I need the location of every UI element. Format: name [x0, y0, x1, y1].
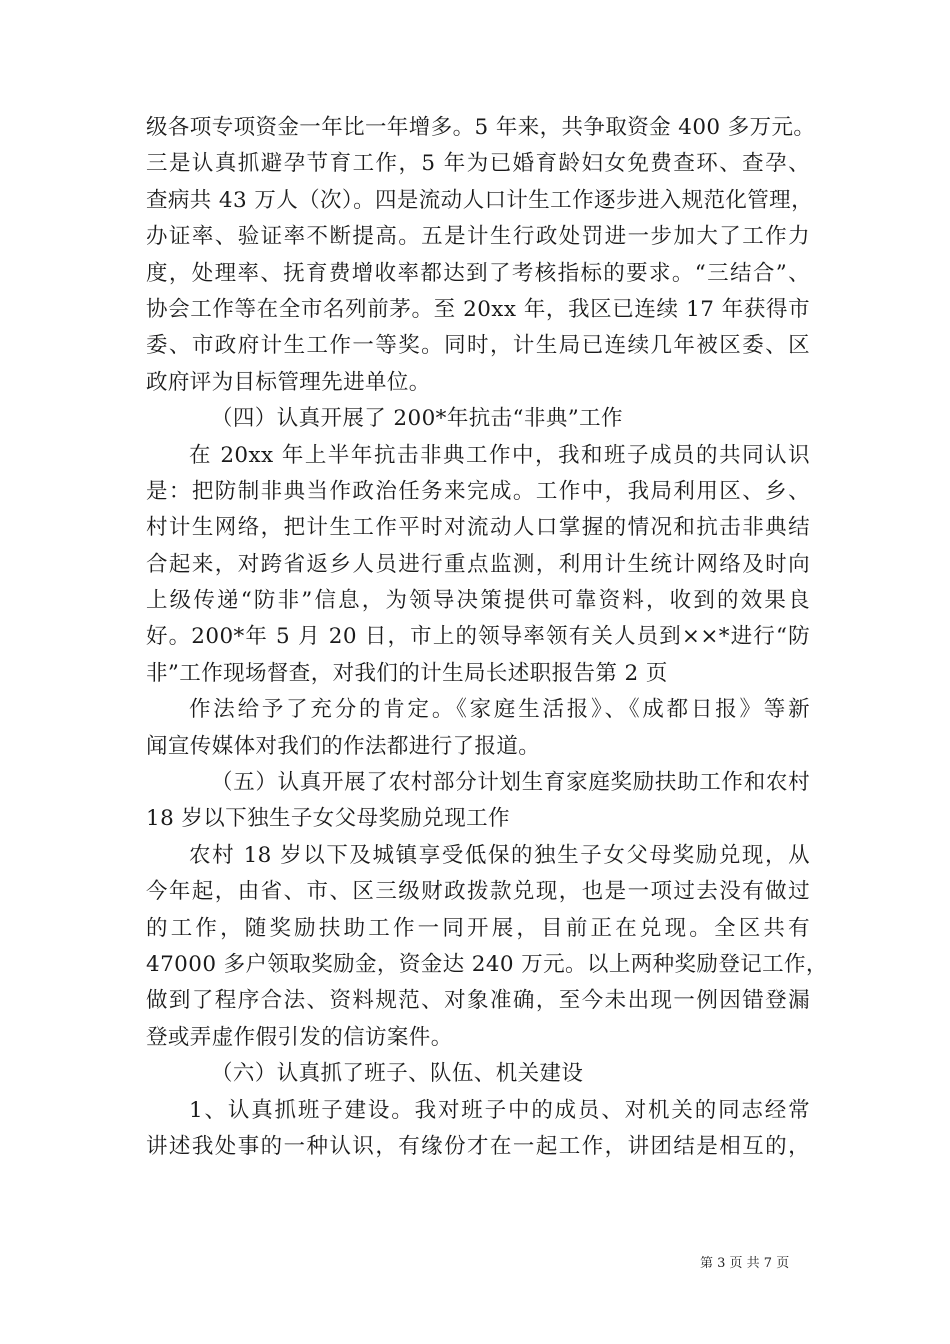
text-line: 做到了程序合法、资料规范、对象准确，至今未出现一例因错登漏: [146, 988, 810, 1014]
text-line: 查病共 43 万人（次）。四是流动人口计生工作逐步进入规范化管理，: [146, 187, 813, 213]
section-heading-continued: 18 岁以下独生子女父母奖励兑现工作: [146, 806, 510, 832]
text-line: 在 20xx 年上半年抗击非典工作中，我和班子成员的共同认识: [189, 442, 810, 468]
text-line: 讲述我处事的一种认识，有缘份才在一起工作，讲团结是相互的，: [146, 1133, 810, 1159]
text-line: 政府评为目标管理先进单位。: [146, 369, 431, 395]
text-line: 作法给予了充分的肯定。《家庭生活报》、《成都日报》等新: [189, 697, 810, 723]
text-line: 闻宣传媒体对我们的作法都进行了报道。: [146, 733, 541, 759]
page-indicator: 第 3 页 共 7 页: [700, 1256, 790, 1271]
text-line: 的工作，随奖励扶助工作一同开展，目前正在兑现。全区共有: [146, 915, 810, 941]
section-heading: （四）认真开展了 200*年抗击“非典”工作: [211, 406, 623, 432]
text-line: 村计生网络，把计生工作平时对流动人口掌握的情况和抗击非典结: [146, 515, 810, 541]
text-line: 级各项专项资金一年比一年增多。5 年来，共争取资金 400 多万元。: [146, 115, 816, 140]
text-line: 办证率、验证率不断提高。五是计生行政处罚进一步加大了工作力: [146, 224, 810, 250]
text-line: 登或弄虚作假引发的信访案件。: [146, 1024, 453, 1050]
text-line: 上级传递“防非”信息，为领导决策提供可靠资料，收到的效果良: [146, 588, 810, 614]
text-line: 合起来，对跨省返乡人员进行重点监测，利用计生统计网络及时向: [146, 551, 810, 577]
text-line: 今年起，由省、市、区三级财政拨款兑现，也是一项过去没有做过: [146, 879, 810, 905]
text-line: 是：把防制非典当作政治任务来完成。工作中，我局利用区、乡、: [146, 478, 810, 504]
text-line: 1、认真抓班子建设。我对班子中的成员、对机关的同志经常: [189, 1097, 810, 1123]
section-heading: （五）认真开展了农村部分计划生育家庭奖励扶助工作和农村: [211, 770, 810, 796]
text-line: 度，处理率、抚育费增收率都达到了考核指标的要求。“三结合”、: [146, 260, 810, 286]
text-line: 协会工作等在全市名列前茅。至 20xx 年，我区已连续 17 年获得市: [146, 296, 810, 322]
text-line: 好。200*年 5 月 20 日，市上的领导率领有关人员到××*进行“防: [146, 624, 810, 650]
text-line: 三是认真抓避孕节育工作，5 年为已婚育龄妇女免费查环、查孕、: [146, 151, 810, 177]
document-body: [146, 110, 828, 1165]
text-line: 农村 18 岁以下及城镇享受低保的独生子女父母奖励兑现，从: [189, 842, 810, 868]
text-line: 非”工作现场督查，对我们的计生局长述职报告第 2 页: [146, 660, 668, 686]
text-line: 47000 多户领取奖励金，资金达 240 万元。以上两种奖励登记工作，: [146, 951, 828, 977]
text-line: 委、市政府计生工作一等奖。同时，计生局已连续几年被区委、区: [146, 333, 810, 359]
section-heading: （六）认真抓了班子、队伍、机关建设: [211, 1061, 584, 1087]
